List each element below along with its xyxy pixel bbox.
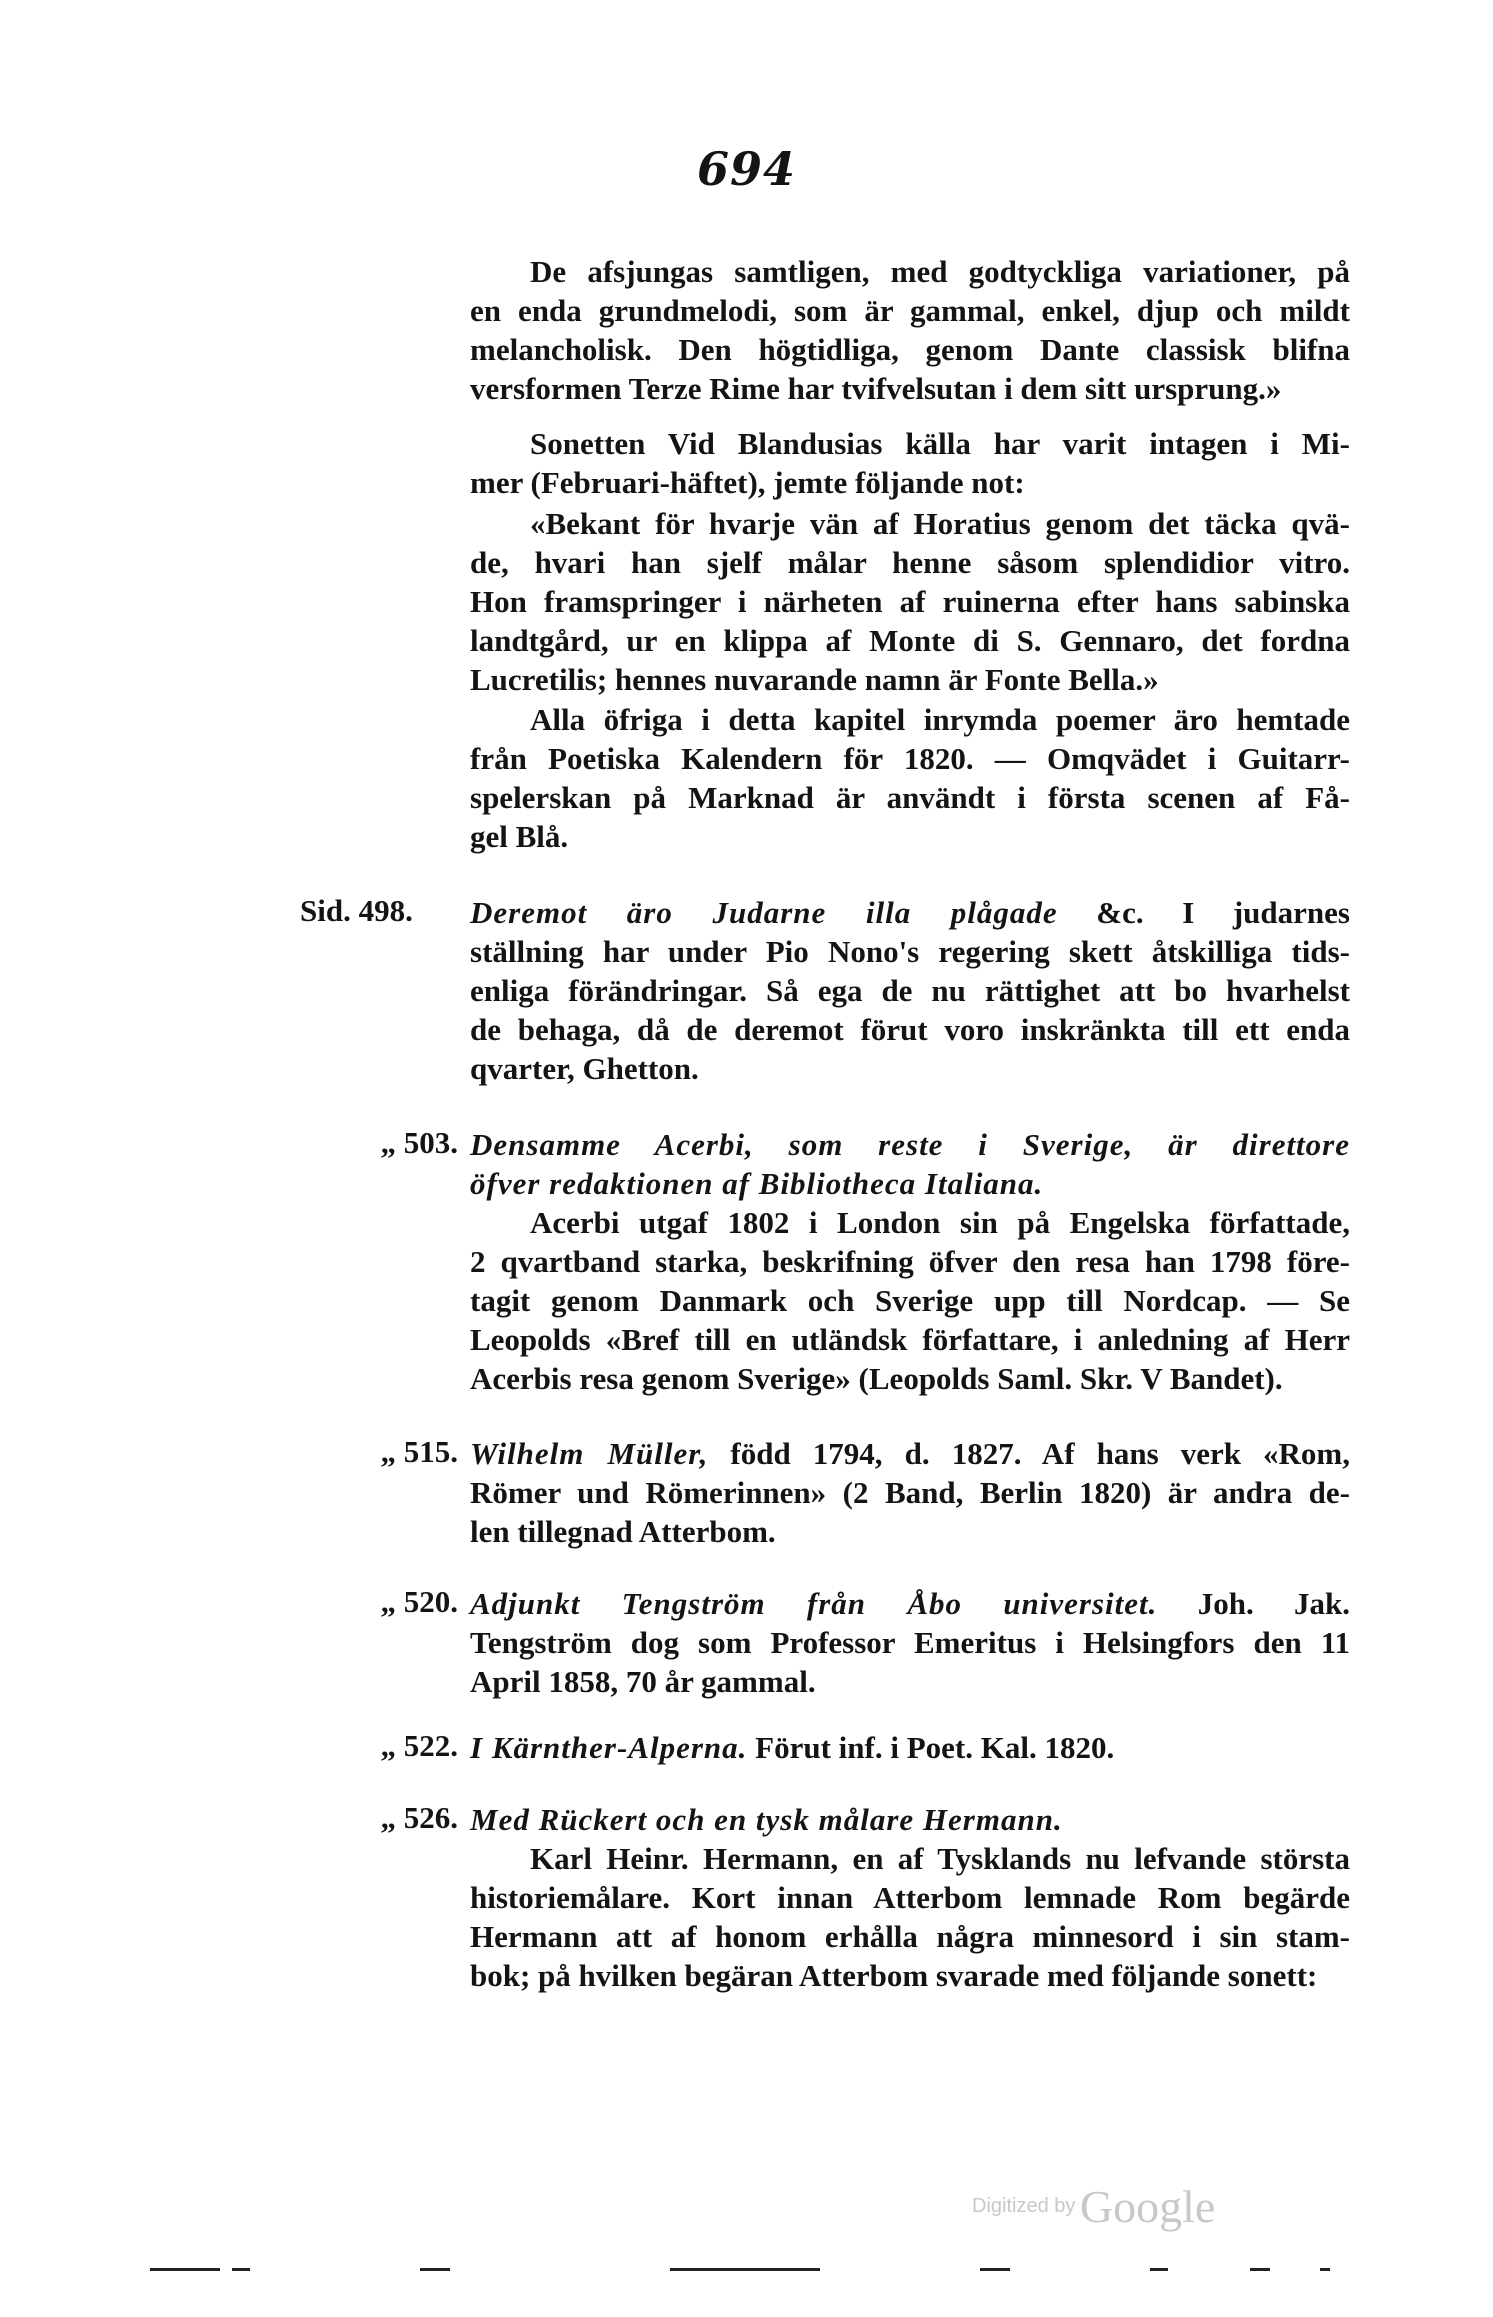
note-heading: Densamme Acerbi, som reste i Sverige, är direttore	[470, 1127, 1350, 1162]
text-line: enliga förändringar. Så ega de nu rättighet att bo hvarhelst	[470, 973, 1350, 1008]
note-heading: öfver redaktionen af Bibliotheca Italiana.	[470, 1166, 1044, 1201]
note-body	[470, 1125, 1350, 1398]
text-line: mer (Februari-häftet), jemte följande not:	[470, 465, 1025, 500]
text-line: de, hvari han sjelf målar henne såsom splendidior vitro.	[470, 545, 1350, 580]
intro-paragraph	[470, 252, 1350, 408]
text-line: Hon framspringer i närheten af ruinerna efter hans sabinska	[470, 584, 1350, 619]
text-line: Tengström dog som Professor Emeritus i Helsingfors den 11	[470, 1625, 1350, 1660]
text-line: spelerskan på Marknad är användt i första scenen af Få-	[470, 780, 1350, 815]
note-body	[470, 893, 1350, 1088]
text-line: Lucretilis; hennes nuvarande namn är Fonte Bella.»	[470, 662, 1159, 697]
note-heading: I Kärnther-Alperna.	[470, 1730, 748, 1765]
text-line: De afsjungas samtligen, med godtyckliga variationer, på	[530, 254, 1350, 289]
text-line: Leopolds «Bref till en utländsk författare, i anledning af Herr	[470, 1322, 1350, 1357]
text-line: qvarter, Ghetton.	[470, 1051, 699, 1086]
quote-paragraph	[470, 504, 1350, 699]
text-line: «Bekant för hvarje vän af Horatius genom det täcka qvä-	[530, 506, 1350, 541]
note-label: Sid. 498.	[300, 893, 413, 928]
text-line: 2 qvartband starka, beskrifning öfver den resa han 1798 före-	[470, 1244, 1350, 1279]
note-body	[470, 1728, 1350, 1767]
text-line: ställning har under Pio Nono's regering skett åtskilliga tids-	[470, 934, 1350, 969]
text-line: historiemålare. Kort innan Atterbom lemnade Rom begärde	[470, 1880, 1350, 1915]
note-label: „ 526.	[380, 1800, 458, 1835]
note-heading-suffix: Förut inf. i Poet. Kal. 1820.	[747, 1730, 1115, 1765]
note-label: „ 520.	[380, 1584, 458, 1619]
note-label: „ 503.	[380, 1125, 458, 1160]
text-line: Acerbi utgaf 1802 i London sin på Engelska författade,	[530, 1205, 1350, 1240]
note-heading: Med Rückert och en tysk målare Hermann.	[470, 1802, 1063, 1837]
text-line: Sonetten Vid Blandusias källa har varit intagen i Mi-	[530, 426, 1350, 461]
text-line: en enda grundmelodi, som är gammal, enkel, djup och mildt	[470, 293, 1350, 328]
text-line: Alla öfriga i detta kapitel inrymda poemer äro hemtade	[530, 702, 1350, 737]
note-body	[470, 1434, 1350, 1551]
text-line: de behaga, då de deremot förut voro inskränkta till ett enda	[470, 1012, 1350, 1047]
text-line: April 1858, 70 år gammal.	[470, 1664, 816, 1699]
text-line: tagit genom Danmark och Sverige upp till Nordcap. — Se	[470, 1283, 1350, 1318]
note-heading-suffix: Joh. Jak.	[1157, 1586, 1350, 1621]
text-line: landtgård, ur en klippa af Monte di S. Gennaro, det fordna	[470, 623, 1350, 658]
note-label: „ 522.	[380, 1728, 458, 1763]
text-line: Römer und Römerinnen» (2 Band, Berlin 1820) är andra de-	[470, 1475, 1350, 1510]
scan-edge-marks	[0, 2268, 1493, 2278]
note-heading-suffix: &c. I judarnes	[1057, 895, 1350, 930]
sonnet-paragraph	[470, 424, 1350, 502]
text-line: Hermann att af honom erhålla några minnesord i sin stam-	[470, 1919, 1350, 1954]
note-heading-suffix: född 1794, d. 1827. Af hans verk «Rom,	[708, 1436, 1351, 1471]
text-line: versformen Terze Rime har tvifvelsutan i dem sitt ursprung.»	[470, 371, 1282, 406]
text-line: Karl Heinr. Hermann, en af Tysklands nu lefvande största	[530, 1841, 1350, 1876]
text-line: gel Blå.	[470, 819, 569, 854]
google-logo: Google	[1079, 2181, 1216, 2232]
text-line: bok; på hvilken begäran Atterbom svarade med följande sonett:	[470, 1958, 1318, 1993]
note-body	[470, 1584, 1350, 1701]
other-poems-paragraph	[470, 700, 1350, 856]
page-number: 694	[696, 142, 797, 196]
note-body	[470, 1800, 1350, 1995]
digitized-watermark	[972, 2180, 1302, 2240]
text-line: len tillegnad Atterbom.	[470, 1514, 776, 1549]
note-heading: Wilhelm Müller,	[470, 1436, 709, 1471]
text-line: melancholisk. Den högtidliga, genom Dante classisk blifna	[470, 332, 1350, 367]
watermark-prefix: Digitized by	[972, 2195, 1076, 2217]
note-heading: Adjunkt Tengström från Åbo universitet.	[470, 1586, 1158, 1621]
text-line: Acerbis resa genom Sverige» (Leopolds Saml. Skr. V Bandet).	[470, 1361, 1283, 1396]
text-line: från Poetiska Kalendern för 1820. — Omqvädet i Guitarr-	[470, 741, 1350, 776]
note-label: „ 515.	[380, 1434, 458, 1469]
note-heading: Deremot äro Judarne illa plågade	[470, 895, 1058, 930]
